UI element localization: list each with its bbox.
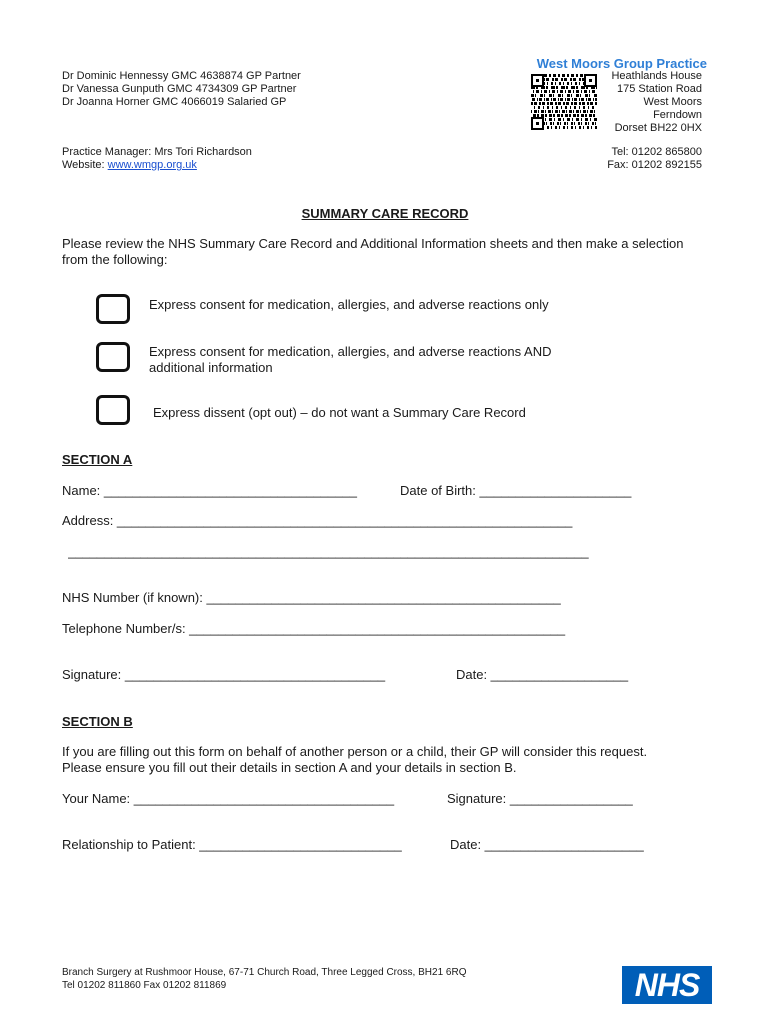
footer-phone: Tel 01202 811860 Fax 01202 811869 [62,980,227,991]
relationship-date-field[interactable]: Date: ______________________ [450,837,644,852]
section-b-intro [62,744,647,776]
practice-address [611,70,702,135]
qr-finder [531,74,544,87]
doctor-line: Dr Joanna Horner GMC 4066019 Salaried GP [62,96,287,108]
practice-phone [607,146,702,172]
footer-address: Branch Surgery at Rushmoor House, 67-71 Church Road, Three Legged Cross, BH21 6RQ [62,967,467,978]
practice-contact [62,146,252,172]
option-label-continued: additional information [149,360,273,375]
address-line: Ferndown [653,109,702,121]
practice-manager: Practice Manager: Mrs Tori Richardson [62,146,252,158]
relationship-field[interactable]: Relationship to Patient: ____________________________ [62,837,402,852]
website-row [62,159,252,172]
section-b-intro-line: Please ensure you fill out their details in section A and your details in section B. [62,760,517,775]
qr-finder [584,74,597,87]
tel-line: Tel: 01202 865800 [611,146,702,158]
consent-additional-checkbox[interactable] [96,342,130,372]
option-label: Express consent for medication, allergies, and adverse reactions AND [149,344,552,359]
option-label: Express consent for medication, allergies, and adverse reactions only [149,297,549,312]
option-consent-only [149,297,549,313]
name-field[interactable]: Name: ___________________________________ [62,483,357,498]
address-field-line2[interactable]: ________________________________________________________________________ [68,544,589,559]
address-line: West Moors [643,96,702,108]
form-intro: Please review the NHS Summary Care Record and Additional Information sheets and then make a selection from the following: [62,236,684,267]
consent-only-checkbox[interactable] [96,294,130,324]
form-title: SUMMARY CARE RECORD [301,206,469,221]
option-dissent [153,405,526,421]
section-a-heading: SECTION A [62,452,133,467]
signature-field[interactable]: Signature: ____________________________________ [62,667,386,682]
doctor-list [62,70,301,109]
option-label: Express dissent (opt out) – do not want a Summary Care Record [153,405,526,420]
website-link[interactable]: www.wmgp.org.uk [107,159,197,171]
fax-line: Fax: 01202 892155 [607,159,702,171]
website-label: Website: [62,159,105,171]
section-b-intro-line: If you are filling out this form on behalf of another person or a child, their GP will consider this request. [62,744,648,759]
section-b-heading: SECTION B [62,714,133,729]
address-field[interactable]: Address: _______________________________________________________________ [62,513,573,528]
address-line: Heathlands House [611,70,702,82]
qr-code-icon [531,74,597,130]
doctor-line: Dr Vanessa Gunputh GMC 4734309 GP Partner [62,83,297,95]
doctor-line: Dr Dominic Hennessy GMC 4638874 GP Partner [62,70,301,82]
your-name-field[interactable]: Your Name: ____________________________________ [62,791,395,806]
date-field[interactable]: Date: ___________________ [456,667,629,682]
qr-finder [531,117,544,130]
nhs-logo: NHS [620,964,714,1006]
footer-branch [62,966,466,992]
option-consent-additional [149,344,551,376]
dissent-checkbox[interactable] [96,395,130,425]
practice-name: West Moors Group Practice [536,56,707,71]
your-signature-field[interactable]: Signature: _________________ [447,791,633,806]
dob-field[interactable]: Date of Birth: _____________________ [400,483,632,498]
address-line: 175 Station Road [616,83,702,95]
address-line: Dorset BH22 0HX [614,122,702,134]
telephone-field[interactable]: Telephone Number/s: ____________________________________________________ [62,621,566,636]
nhs-number-field[interactable]: NHS Number (if known): _________________________________________________ [62,590,561,605]
